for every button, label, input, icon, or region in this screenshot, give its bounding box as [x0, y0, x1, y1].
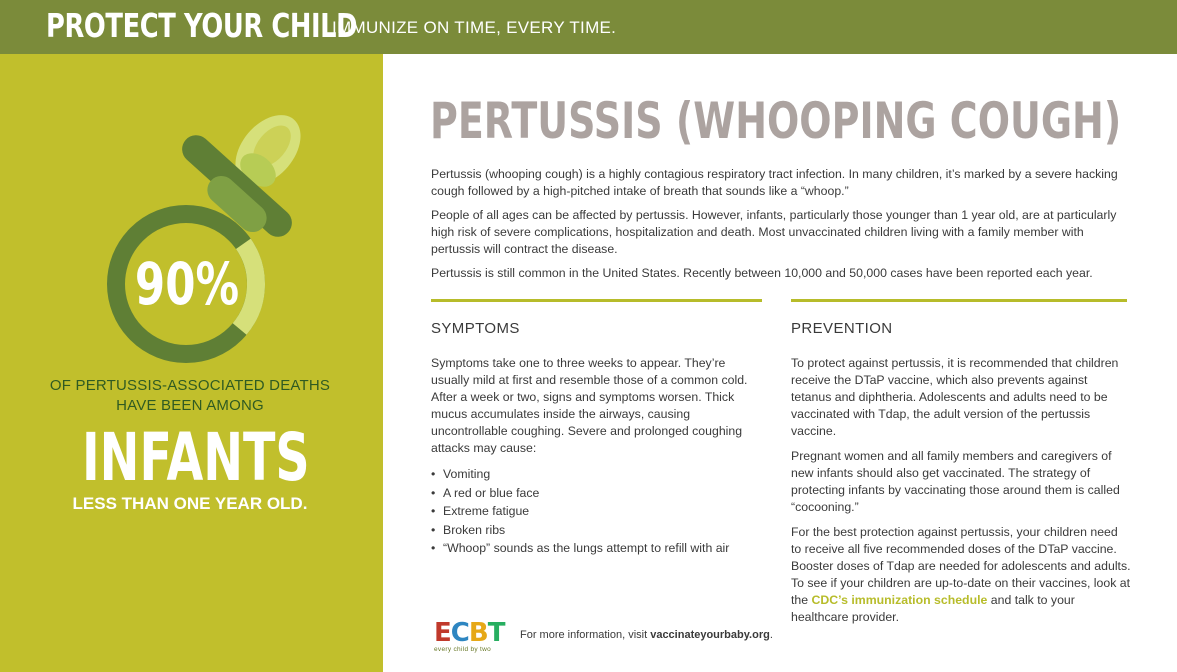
prevention-section: [791, 320, 1131, 634]
list-item: • A red or blue face: [431, 484, 766, 503]
logo-letter: T: [487, 618, 505, 648]
page-title: PERTUSSIS (WHOOPING COUGH): [430, 92, 1122, 150]
logo-letters: [434, 620, 504, 646]
list-item: • Extreme fatigue: [431, 502, 766, 521]
cdc-schedule-link[interactable]: CDC’s immunization schedule: [811, 593, 988, 607]
footer-period: .: [769, 629, 773, 641]
intro-paragraph: Pertussis is still common in the United States. Recently between 10,000 and 50,000 cases have been reported each year.: [431, 266, 1093, 280]
header-title: PROTECT YOUR CHILD: [46, 6, 358, 45]
stat-infants: INFANTS: [81, 419, 310, 496]
logo-letter: C: [450, 618, 469, 648]
header-tagline: IMMUNIZE ON TIME, EVERY TIME.: [332, 18, 617, 37]
prevention-text: and talk to your healthcare provider.: [791, 593, 1075, 624]
logo-letter: E: [434, 618, 451, 648]
footer-info: [520, 629, 773, 641]
footer-text: For more information, visit: [520, 629, 651, 641]
intro-text: [431, 166, 1131, 289]
list-item: • “Whoop” sounds as the lungs attempt to refill with air: [431, 539, 766, 558]
logo-letter: B: [468, 618, 488, 648]
list-item: • Broken ribs: [431, 521, 766, 540]
prevention-paragraph: Pregnant women and all family members and caregivers of new infants should also get vaccinated. The strategy of protecting infants by vaccinating those around them is called “cocooning.”: [791, 449, 1120, 514]
pacifier-ring-graphic: [0, 54, 383, 672]
stat-subtext: LESS THAN ONE YEAR OLD.: [72, 494, 308, 513]
prevention-heading: PREVENTION: [791, 320, 893, 337]
stat-description: OF PERTUSSIS-ASSOCIATED DEATHS HAVE BEEN AMONG: [49, 377, 331, 414]
prevention-text: For the best protection against pertussis, your children need to receive all five recommended doses of the DTaP vaccine. Booster doses of Tdap are needed for adolescents and adults. To see if your children are up-to-date on their vaccines, look at the: [791, 525, 1131, 607]
symptoms-divider: [431, 299, 762, 302]
symptoms-heading: SYMPTOMS: [431, 320, 520, 337]
list-item: • Vomiting: [431, 465, 766, 484]
logo-tagline: every child by two: [434, 646, 492, 653]
symptoms-section: [431, 320, 766, 558]
prevention-paragraph: To protect against pertussis, it is recommended that children receive the DTaP vaccine, which also prevents against tetanus and diphtheria. Adolescents and adults need to be vaccinated with Tdap, the adult version of the pertussis vaccine.: [791, 356, 1119, 438]
intro-paragraph: Pertussis (whooping cough) is a highly contagious respiratory tract infection. In many children, it’s marked by a severe hacking cough followed by a high-pitched intake of breath that sounds like a “whoop.”: [431, 167, 1118, 198]
stat-panel: [0, 54, 383, 672]
prevention-divider: [791, 299, 1127, 302]
symptoms-text: Symptoms take one to three weeks to appear. They’re usually mild at first and resemble those of a common cold. After a week or two, signs and symptoms worsen. Thick mucus accumulates inside the airways, causing uncontrollable coughing. Severe and prolonged coughing attacks may cause:: [431, 356, 748, 455]
symptoms-list: [431, 465, 766, 558]
header-bar: [0, 0, 1177, 54]
ecbt-logo: [434, 620, 504, 653]
prevention-paragraph: [791, 524, 1131, 626]
footer-url-link[interactable]: vaccinateyourbaby.org: [650, 629, 770, 641]
stat-percent: 90%: [134, 250, 240, 318]
intro-paragraph: People of all ages can be affected by pertussis. However, infants, particularly those younger than 1 year old, are at particularly high risk of severe complications, hospitalization and death. Most unvaccinated children living with a family member with pertussis will contract the disease.: [431, 208, 1117, 256]
main-content: [383, 54, 1177, 672]
